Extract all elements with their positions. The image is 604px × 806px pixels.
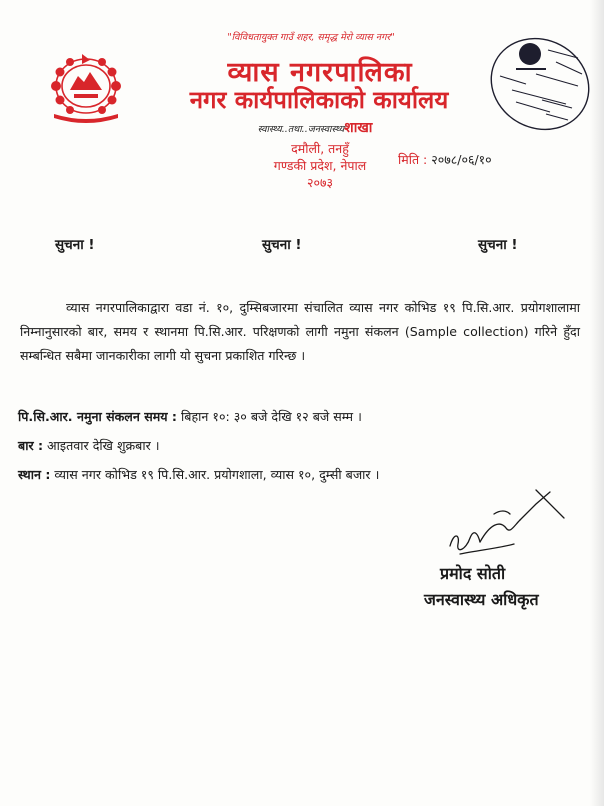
notice-heading-center: सुचना ! [262, 237, 302, 253]
collection-days [18, 437, 578, 454]
office-title: नगर कार्यपालिकाको कार्यालय [189, 86, 449, 114]
collection-place-label: स्थान : [18, 467, 51, 482]
date [398, 151, 492, 168]
collection-time-value: बिहान १०: ३० बजे देखि १२ बजे सम्म । [181, 409, 362, 424]
branch-line [200, 118, 430, 137]
address-line-1: दमौली, तनहुँ [291, 141, 349, 156]
collection-time [18, 408, 578, 425]
collection-days-value: आइतवार देखि शुक्रबार । [47, 438, 160, 453]
page-edge [590, 0, 604, 806]
signature-icon [440, 484, 580, 564]
municipality-title: व्यास नगरपालिका [227, 57, 413, 88]
body-paragraph-text: व्यास नगरपालिकाद्वारा वडा नं. १०, दुम्सिबजारमा संचालित व्यास नगर कोभिड १९ पि.सि.आर. प्रयोगशालामा निम्नानुसारको बार, समय र स्थानमा पि.सि.आर. परिक्षणको लागी नमुना संकलन (Sample collection) गरिने हुँदा सम्बन्धित सबैमा जानकारीका लागी यो सुचना प्रकाशित गरिन्छ । [20, 300, 580, 363]
collection-place [18, 466, 578, 483]
nepal-emblem-icon [44, 48, 128, 124]
date-label: मिति : [398, 152, 428, 167]
notice-heading-right: सुचना ! [478, 237, 518, 253]
address-line-2: गण्डकी प्रदेश, नेपाल [273, 158, 367, 173]
motto: "विविधतायुक्त गाउँ शहर, समृद्ध मेरो व्यास नगर" [227, 32, 395, 43]
office-stamp-icon [486, 34, 594, 134]
signatory-name: प्रमोद सोती [440, 564, 506, 583]
branch-suffix: शाखा [344, 120, 373, 136]
branch-name: स्वास्थ्य..तथा..जनस्वास्थ्य [257, 124, 345, 135]
address-line-3: २०७३ [306, 175, 333, 190]
collection-time-label: पि.सि.आर. नमुना संकलन समय : [18, 409, 177, 424]
body-paragraph [20, 296, 580, 368]
collection-place-value: व्यास नगर कोभिड १९ पि.सि.आर. प्रयोगशाला, व्यास १०, दुम्सी बजार । [54, 467, 380, 482]
notice-heading-left: सुचना ! [55, 237, 95, 253]
signatory-title: जनस्वास्थ्य अधिकृत [424, 590, 539, 609]
date-value: २०७८/०६/१० [431, 152, 492, 167]
collection-days-label: बार : [18, 438, 44, 453]
